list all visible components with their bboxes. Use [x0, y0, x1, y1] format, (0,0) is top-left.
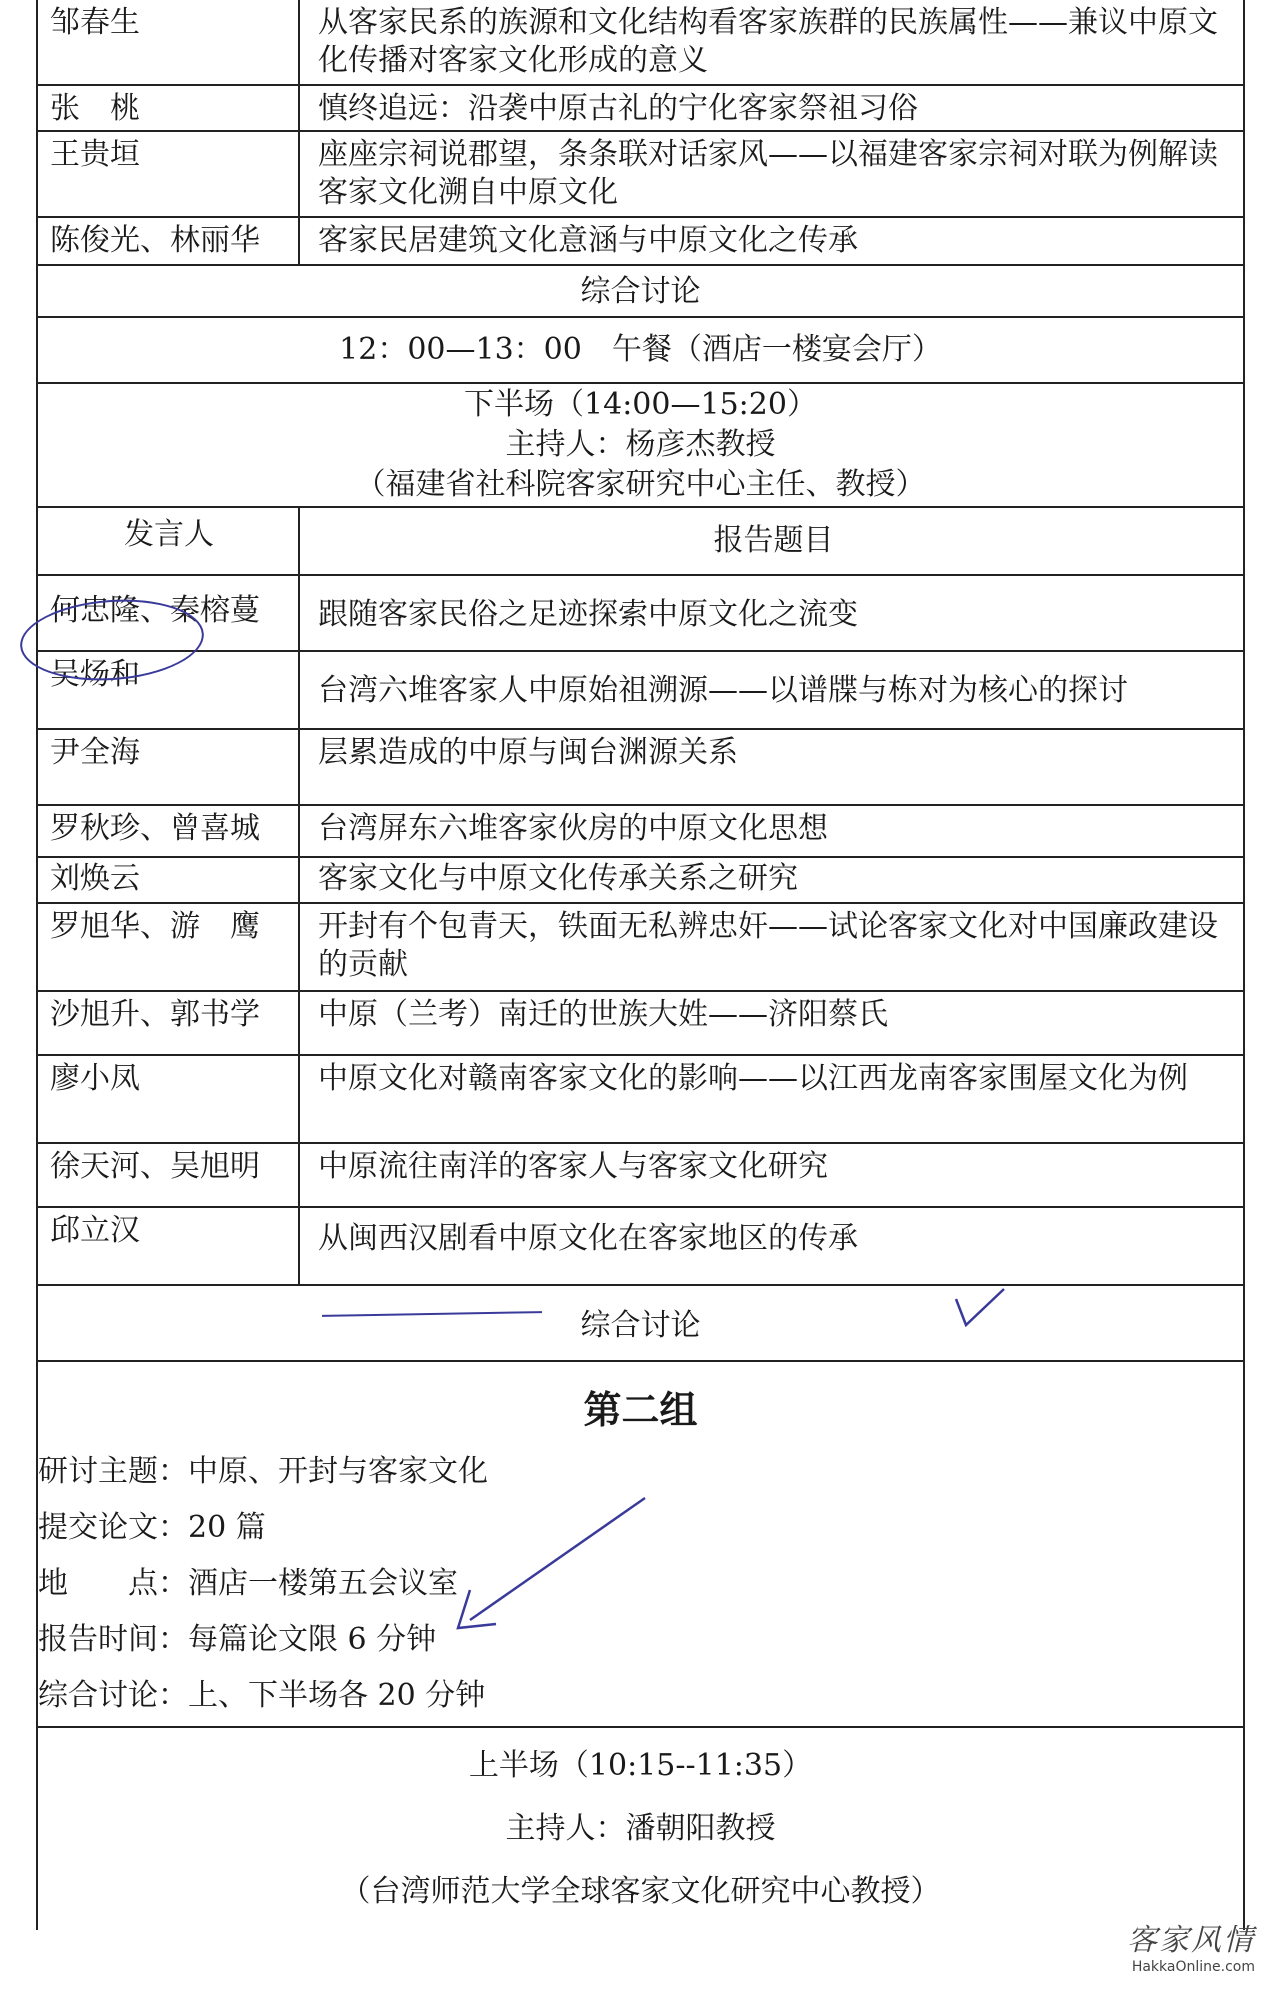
lunch-label: 12：00—13：00 午餐（酒店一楼宴会厅） — [339, 332, 942, 367]
table-header-row — [38, 508, 1243, 576]
title-cell: 跟随客家民俗之足迹探索中原文化之流变 — [318, 597, 858, 632]
speaker-cell: 罗旭华、游 鹰 — [38, 904, 300, 990]
group-title: 第二组 — [583, 1387, 698, 1432]
discussion-label: 综合讨论 — [580, 1308, 701, 1343]
watermark — [1127, 1915, 1255, 1975]
title-cell: 开封有个包青天，铁面无私辨忠奸——试论客家文化对中国廉政建设的贡献 — [318, 909, 1218, 982]
title-cell: 客家文化与中原文化传承关系之研究 — [318, 861, 798, 896]
header-speaker: 发言人 — [38, 508, 300, 574]
title-cell: 中原（兰考）南迁的世族大姓——济阳蔡氏 — [318, 997, 888, 1032]
table-row — [38, 1144, 1243, 1208]
title-cell: 从闽西汉剧看中原文化在客家地区的传承 — [318, 1221, 858, 1256]
table-row — [38, 806, 1243, 858]
check-mark-icon — [950, 1285, 1010, 1335]
session-host: 主持人：潘朝阳教授 — [505, 1810, 776, 1846]
session-time: 上半场（10:15--11:35） — [468, 1747, 813, 1783]
group-papers: 提交论文：20 篇 — [38, 1510, 266, 1545]
speaker-cell: 邱立汉 — [38, 1208, 300, 1284]
table-row — [38, 86, 1243, 132]
header-title: 报告题目 — [713, 523, 834, 558]
arrow-mark-icon — [440, 1490, 660, 1650]
discussion-label: 综合讨论 — [580, 274, 701, 309]
group-report-time: 报告时间：每篇论文限 6 分钟 — [38, 1622, 437, 1657]
discussion-row — [38, 1286, 1243, 1362]
table-row — [38, 992, 1243, 1056]
speaker-cell: 张 桃 — [38, 86, 300, 130]
table-row — [38, 1208, 1243, 1286]
table-row — [38, 576, 1243, 652]
title-cell: 中原文化对赣南客家文化的影响——以江西龙南客家围屋文化为例 — [318, 1061, 1188, 1096]
table-row — [38, 858, 1243, 904]
speaker-cell: 邹春生 — [38, 0, 300, 84]
title-cell: 层累造成的中原与闽台渊源关系 — [318, 735, 738, 770]
title-cell: 从客家民系的族源和文化结构看客家族群的民族属性——兼议中原文化传播对客家文化形成的意义 — [318, 5, 1218, 78]
session-host: 主持人：杨彦杰教授 — [505, 427, 776, 462]
speaker-cell: 罗秋珍、曾喜城 — [38, 806, 300, 856]
title-cell: 客家民居建筑文化意涵与中原文化之传承 — [318, 223, 858, 258]
speaker-cell: 徐天河、吴旭明 — [38, 1144, 300, 1206]
table-row — [38, 132, 1243, 218]
speaker-cell: 廖小凤 — [38, 1056, 300, 1142]
title-cell: 中原流往南洋的客家人与客家文化研究 — [318, 1149, 828, 1184]
speaker-cell: 刘焕云 — [38, 858, 300, 902]
speaker-cell: 沙旭升、郭书学 — [38, 992, 300, 1054]
title-cell: 座座宗祠说郡望，条条联对话家风——以福建客家宗祠对联为例解读客家文化溯自中原文化 — [318, 137, 1218, 210]
table-row — [38, 218, 1243, 266]
table-row — [38, 1056, 1243, 1144]
title-cell: 台湾六堆客家人中原始祖溯源——以谱牒与栋对为核心的探讨 — [318, 673, 1128, 708]
group-theme: 研讨主题：中原、开封与客家文化 — [38, 1454, 488, 1489]
watermark-text: 客家风情 — [1127, 1923, 1255, 1958]
table-row — [38, 730, 1243, 806]
speaker-cell: 陈俊光、林丽华 — [38, 218, 300, 264]
session-header — [38, 384, 1243, 508]
group2-session-header — [38, 1728, 1243, 1930]
speaker-cell: 尹全海 — [38, 730, 300, 804]
speaker-cell: 何忠隆、秦榕蔓 — [38, 576, 300, 650]
session-host-affiliation: （福建省社科院客家研究中心主任、教授） — [355, 467, 926, 502]
title-cell: 台湾屏东六堆客家伙房的中原文化思想 — [318, 811, 828, 846]
session-host-affiliation: （台湾师范大学全球客家文化研究中心教授） — [340, 1874, 941, 1910]
table-row — [38, 0, 1243, 86]
discussion-row — [38, 266, 1243, 318]
title-cell: 慎终追远：沿袭中原古礼的宁化客家祭祖习俗 — [318, 91, 918, 126]
session-time: 下半场（14:00—15:20） — [464, 387, 817, 422]
watermark-url: HakkaOnline.com — [1131, 1959, 1255, 1975]
speaker-cell: 王贵垣 — [38, 132, 300, 216]
group-discussion-time: 综合讨论：上、下半场各 20 分钟 — [38, 1678, 486, 1713]
lunch-row — [38, 318, 1243, 384]
speaker-cell: 吴炀和 — [38, 652, 300, 728]
table-row — [38, 652, 1243, 730]
group-location: 地 点：酒店一楼第五会议室 — [38, 1566, 458, 1601]
table-row — [38, 904, 1243, 992]
